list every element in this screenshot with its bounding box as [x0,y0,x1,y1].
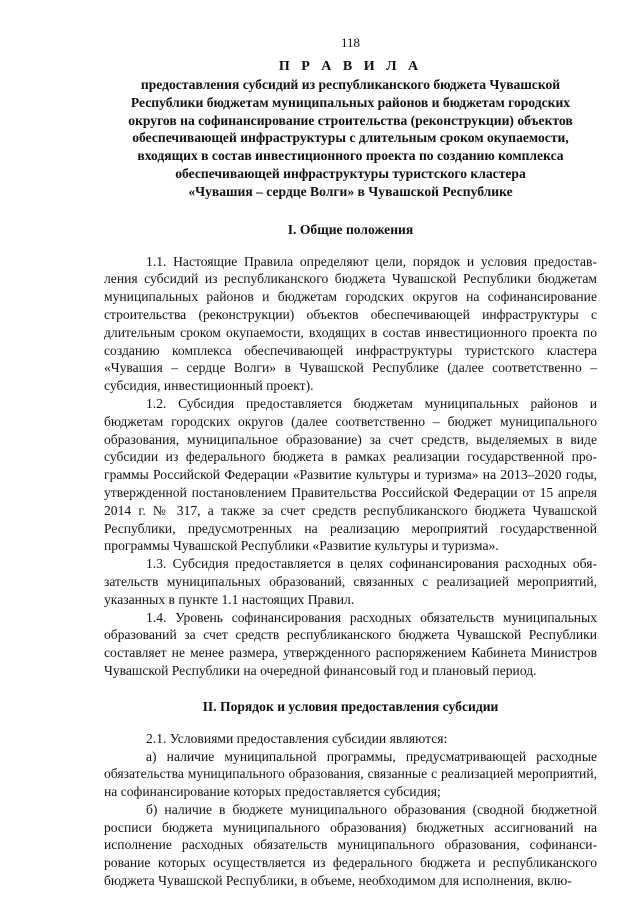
paragraph-1-4: 1.4. Уровень софинансирования расходных обязательств муниципальных образований за счет средств республиканского бюджета Чувашской Республики составляет не менее размера, утвержденного распоряжением Кабинета Министров Чувашской Республики на очередной финансовый год и плановый период. [104,609,597,678]
document-page [104,34,597,890]
paragraph-2-1-b: б) наличие в бюджете муниципального образования (сводной бюджетной росписи бюджета муниципального образования) бюджетных ассигнований на исполнение расходных обязательств муниципального образования, софинансирование которых осуществляется из федерального бюджета и республиканского бюджета Чувашской Республики, в объеме, необходимом для исполнения, вклю- [104,801,597,889]
subtitle-line: обеспечивающей инфраструктуры туристского кластера [175,165,526,181]
document-subtitle [104,76,597,201]
subtitle-line: «Чувашия – сердце Волги» в Чувашской Республике [188,183,513,199]
subtitle-line: обеспечивающей инфраструктуры с длительным сроком окупаемости, [132,130,569,146]
section-heading-general: I. Общие положения [287,221,414,237]
document-title: П Р А В И Л А [278,59,423,74]
subtitle-line: предоставления субсидий из республиканского бюджета Чувашской [140,77,561,92]
paragraph-1-2: 1.2. Субсидия предоставляется бюджетам муниципальных районов и бюджетам городских округов (далее соответственно – бюджет муниципального образования, муниципальное образование) за счет средств, выделяемых в виде субсидии из федерального бюджета в рамках реализации государственной программы Российской Федерации «Развитие культуры и туризма» на 2013–2020 годы, утвержденной постановлением Правительства Российской Федерации от 15 апреля 2014 г. № 317, а также за счет средств республиканского бюджета Чувашской Республики, предусмотренных на реализацию мероприятий государственной программы Чувашской Республики «Развитие культуры и туризма». [104,395,597,554]
paragraph-2-1-a: а) наличие муниципальной программы, предусматривающей расходные обязательства муниципального образования, связанные с реализацией мероприятий, на софинансирование которых предоставляется субсидия; [104,748,597,800]
page-number: 118 [340,35,361,50]
paragraph-2-1: 2.1. Условиями предоставления субсидии являются: [146,730,448,746]
subtitle-line: Республики бюджетам муниципальных районов и бюджетам городских [130,94,571,110]
subtitle-line: округов на софинансирование строительства (реконструкции) объектов [128,112,573,128]
section-heading-procedure: II. Порядок и условия предоставления субсидии [202,698,499,714]
paragraph-1-3: 1.3. Субсидия предоставляется в целях софинансирования расходных обязательств муниципальных образований, связанных с реализацией мероприятий, указанных в пункте 1.1 настоящих Правил. [104,556,597,607]
paragraph-1-1: 1.1. Настоящие Правила определяют цели, порядок и условия предоставления субсидий из республиканского бюджета Чувашской Республики бюджетам муниципальных районов и бюджетам городских округов на софинансирование строительства (реконструкции) объектов обеспечивающей инфраструктуры с длительным сроком окупаемости, входящих в состав инвестиционного проекта по созданию комплекса обеспечивающей инфраструктуры туристского кластера «Чувашия – сердце Волги» в Чувашской Республике (далее соответственно – субсидия, инвестиционный проект). [104,253,597,394]
subtitle-line: входящих в состав инвестиционного проекта по созданию комплекса [137,148,564,164]
